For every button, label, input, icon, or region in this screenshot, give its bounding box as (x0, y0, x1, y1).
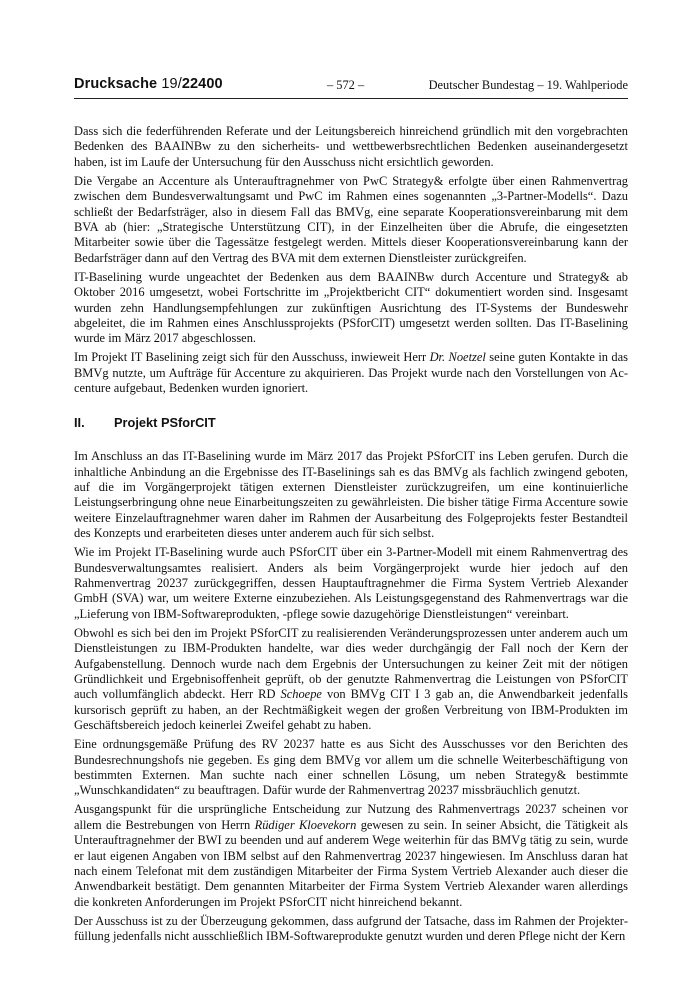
document-id (74, 76, 223, 92)
section-number: II. (74, 414, 85, 430)
text-run: von BMVg CIT I 3 gab an, die Anwendbarkeit jedenfalls kursorisch geprüft zu haben, an der Rechtmäßigkeit wegen der großen Verbreitung von IBM-Produkten im Geschäftsbereich jedoch keinerlei Zweifel gehabt zu haben. (74, 687, 628, 733)
paragraph: Die Vergabe an Accenture als Unterauftragnehmer von PwC Strategy& erfolgte über einen Rahmenvertrag zwischen dem Bundesverwaltungsamt und PwC im Rahmen eines sogenannten „3-Partner-Modells“. Dazu schließt der Bedarfsträger, also in diesem Fall das BMVg, eine separate Kooperationsvereinbarung mit dem BVA ab (hier: „Strategische Unterstützung CIT), in der Einzelheiten über die Abrufe, die eingesetzten Mitarbeiter sowie über die Tagessätze festgelegt werden. Mittels dieser Kooperationsvereinbarung kann der Bedarfsträger dann auf den Vertrag des BVA mit dem externen Dienstleister zurückgreifen. (74, 173, 628, 265)
paragraph (74, 802, 628, 910)
wahlperiode: Deutscher Bundestag – 19. Wahlperiode (428, 78, 628, 92)
page-number: – 572 – (327, 78, 365, 92)
doc-period: 19/ (161, 76, 182, 92)
page-header (74, 77, 628, 97)
document-body (74, 124, 628, 948)
person-name: Rüdiger Kloevekorn (254, 817, 357, 832)
header-rule (74, 98, 628, 99)
paragraph (74, 626, 628, 734)
person-name: Schoepe (280, 687, 322, 702)
paragraph (74, 350, 628, 396)
paragraph: Der Ausschuss ist zu der Überzeugung gekommen, dass aufgrund der Tatsache, dass im Rahmen der Projekterfüllung jedenfalls nicht ausschließlich IBM-Softwareprodukte genutzt wurden und deren Pflege nicht der Kern (74, 913, 628, 944)
paragraph: IT-Baselining wurde ungeachtet der Bedenken aus dem BAAINBw durch Accenture und Strategy& ab Oktober 2016 umgesetzt, wobei Fortschritte im „Projektbericht CIT“ dokumentiert worden sind. Insgesamt wurden zehn Handlungsempfehlungen zur zukünftigen Ausrichtung des IT-Systems der Bundeswehr abgeleitet, die im Rahmen eines Anschlussprojekts (PSforCIT) umgesetzt werden sollten. Das IT-Baselining wurde im März 2017 abgeschlossen. (74, 269, 628, 346)
paragraph: Im Anschluss an das IT-Baselining wurde im März 2017 das Projekt PSforCIT ins Leben gerufen. Durch die inhaltliche Anbindung an die Ergebnisse des IT-Baselinings sah es das BMVg als fachlich zwingend geboten, auf die im Vorgängerprojekt tätigen externen Dienstleister zurückzugreifen, um eine kontinuierliche Leistungserbringung ohne neue Einarbeitungszeiten zu gewährleisten. Die bisher tätige Firma Accenture sowie weitere Einzelauftragnehmer waren daher im Rahmen der Ausarbeitung des Folgeprojekts fester Bestandteil des Konzepts und erarbeiteten dieses unter anderem auch für sich selbst. (74, 449, 628, 541)
text-run: seine guten Kontakte in das BMVg nutzte, um Aufträge für Accenture zu akquirieren. Das Projekt wurde nach den Vorstellungen von Accenture aufgebaut, Bedenken wurden ignoriert. (74, 350, 629, 396)
paragraph: Eine ordnungsgemäße Prüfung des RV 20237 hatte es aus Sicht des Ausschusses vor den Berichten des Bundesrechnungshofs nie gegeben. Es ging dem BMVg vor allem um die schnelle Weiterbeschäftigung von bestimmten Externen. Man suchte nach einer schnellen Lösung, um neben Strategy& bestimmte „Wunschkandidaten“ zu beauftragen. Dafür wurde der Rahmenvertrag 20237 missbräuchlich genutzt. (74, 737, 628, 798)
paragraph: Dass sich die federführenden Referate und der Leitungsbereich hinreichend gründlich mit den vorgebrachten Bedenken des BAAINBw zu den sicherheits- und wettbewerbsrechtlichen Bedenken auseinandergesetzt haben, ist im Laufe der Untersuchung für den Ausschuss nicht ersichtlich geworden. (74, 124, 628, 169)
text-run: Obwohl es sich bei den im Projekt PSforCIT zu realisierenden Veränderungsprozessen unter anderem auch um Dienstleistungen zu IBM-Produkten handelte, war dies weder durchgängig der Fall noch der Kern der Aufgabenstellung. Dennoch wurde nach dem Ergebnis der Untersuchungen zu keiner Zeit mit der nötigen Gründlichkeit und Ergebnisoffenheit geprüft, ob der genutzte Rahmenvertrag die Leistungen von PSforCIT auch vollumfänglich abdeckt. Herr RD (74, 625, 628, 702)
section-heading (74, 415, 628, 430)
person-name: Dr. Noetzel (429, 350, 486, 365)
doc-number: 22400 (181, 76, 223, 92)
paragraph: Wie im Projekt IT-Baselining wurde auch PSforCIT über ein 3-Partner-Modell mit einem Rahmenvertrag des Bundesverwaltungsamtes realisiert. Anders als beim Vorgängerprojekt wurde hier jedoch auf den Rahmenvertrag 20237 zurückgegriffen, dessen Hauptauftragnehmer die Firma System Vertrieb Alexander GmbH (SVA) war, um weitere Externe einzubeziehen. Als Leistungsgegenstand des Rahmenvertrags war die „Lieferung von IBM-Softwareprodukten, -pflege sowie dazugehörige Dienstleistungen“ vereinbart. (74, 545, 628, 621)
text-run: Im Projekt IT Baselining zeigt sich für den Ausschuss, inwieweit Herr (74, 350, 430, 365)
doc-label: Drucksache (74, 76, 158, 92)
text-run: Ausgangspunkt für die ursprüngliche Entscheidung zur Nutzung des Rahmenvertrags 20237 scheinen vor allem die Bestrebungen von Herrn (74, 802, 628, 832)
section-title: Projekt PSforCIT (114, 414, 216, 430)
text-run: gewesen zu sein. In seiner Absicht, die Tätigkeit als Unterauftragnehmer der BWI zu beenden und auf anderem Wege weiterhin für das BMVg tätig zu sein, wurde er laut eigenen Angaben von IBM selbst auf den Rahmenvertrag 20237 hingewiesen. Im Anschluss daran hat nach einem Telefonat mit dem zuständigen Mitarbeiter der Firma System Vertrieb Alexander auch dieser die Anwendbarkeit bestätigt. Dem genannten Mitarbeiter der Firma System Vertrieb Alexander waren allerdings die konkreten Anforderungen im Projekt PSforCIT nicht hinreichend bekannt. (74, 817, 628, 909)
